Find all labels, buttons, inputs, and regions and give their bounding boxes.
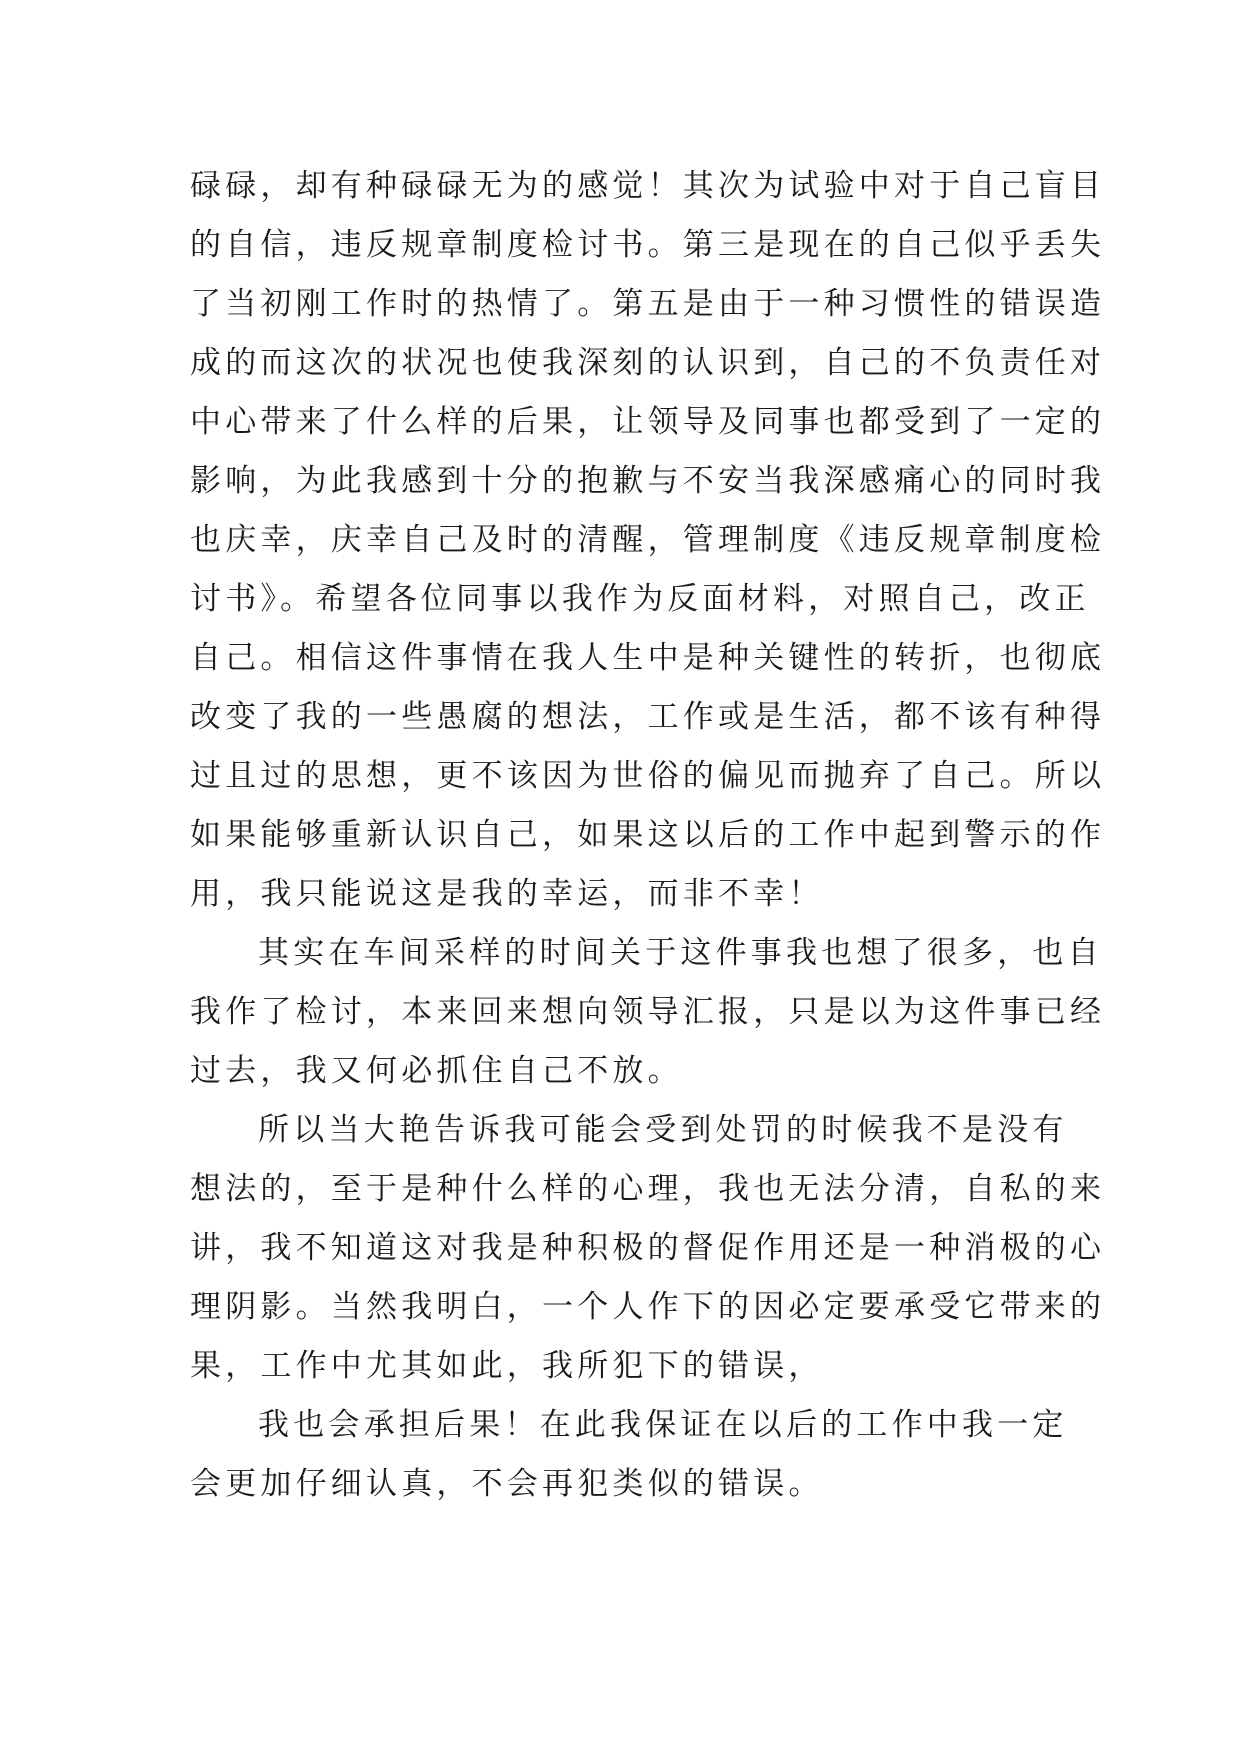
- text-line: 讨书》。希望各位同事以我作为反面材料，对照自己，改正: [190, 581, 1090, 617]
- text-line: 想法的，至于是种什么样的心理，我也无法分清，自私的来: [190, 1171, 1106, 1207]
- text-line: 中心带来了什么样的后果，让领导及同事也都受到了一定的: [190, 404, 1106, 440]
- text-line: 理阴影。当然我明白，一个人作下的因必定要承受它带来的: [190, 1289, 1106, 1325]
- text-line: 了当初刚工作时的热情了。第五是由于一种习惯性的错误造: [190, 286, 1106, 322]
- text-line: 过且过的思想，更不该因为世俗的偏见而抛弃了自己。所以: [190, 758, 1106, 794]
- text-line: 我作了检讨，本来回来想向领导汇报，只是以为这件事已经: [190, 994, 1106, 1030]
- text-line: 改变了我的一些愚腐的想法，工作或是生活，都不该有种得: [190, 699, 1106, 735]
- text-line: 过去，我又何必抓住自己不放。: [190, 1053, 683, 1089]
- paragraph-start-line: 我也会承担后果！在此我保证在以后的工作中我一定: [258, 1407, 1068, 1443]
- body-text: [190, 157, 1106, 1514]
- text-line: 果，工作中尤其如此，我所犯下的错误，: [190, 1348, 824, 1384]
- text-line: 碌碌，却有种碌碌无为的感觉！其次为试验中对于自己盲目: [190, 168, 1106, 204]
- text-line: 自己。相信这件事情在我人生中是种关键性的转折，也彻底: [190, 640, 1106, 676]
- paragraph-start-line: 所以当大艳告诉我可能会受到处罚的时候我不是没有: [258, 1112, 1068, 1148]
- text-line: 如果能够重新认识自己，如果这以后的工作中起到警示的作: [190, 817, 1106, 853]
- text-line: 用，我只能说这是我的幸运，而非不幸！: [190, 876, 824, 912]
- text-line: 成的而这次的状况也使我深刻的认识到，自己的不负责任对: [190, 345, 1106, 381]
- text-line: 影响，为此我感到十分的抱歉与不安当我深感痛心的同时我: [190, 463, 1106, 499]
- text-line: 讲，我不知道这对我是种积极的督促作用还是一种消极的心: [190, 1230, 1106, 1266]
- text-line: 的自信，违反规章制度检讨书。第三是现在的自己似乎丢失: [190, 227, 1106, 263]
- text-line: 也庆幸，庆幸自己及时的清醒，管理制度《违反规章制度检: [190, 522, 1106, 558]
- paragraph-start-line: 其实在车间采样的时间关于这件事我也想了很多，也自: [258, 935, 1103, 971]
- text-line: 会更加仔细认真，不会再犯类似的错误。: [190, 1466, 824, 1502]
